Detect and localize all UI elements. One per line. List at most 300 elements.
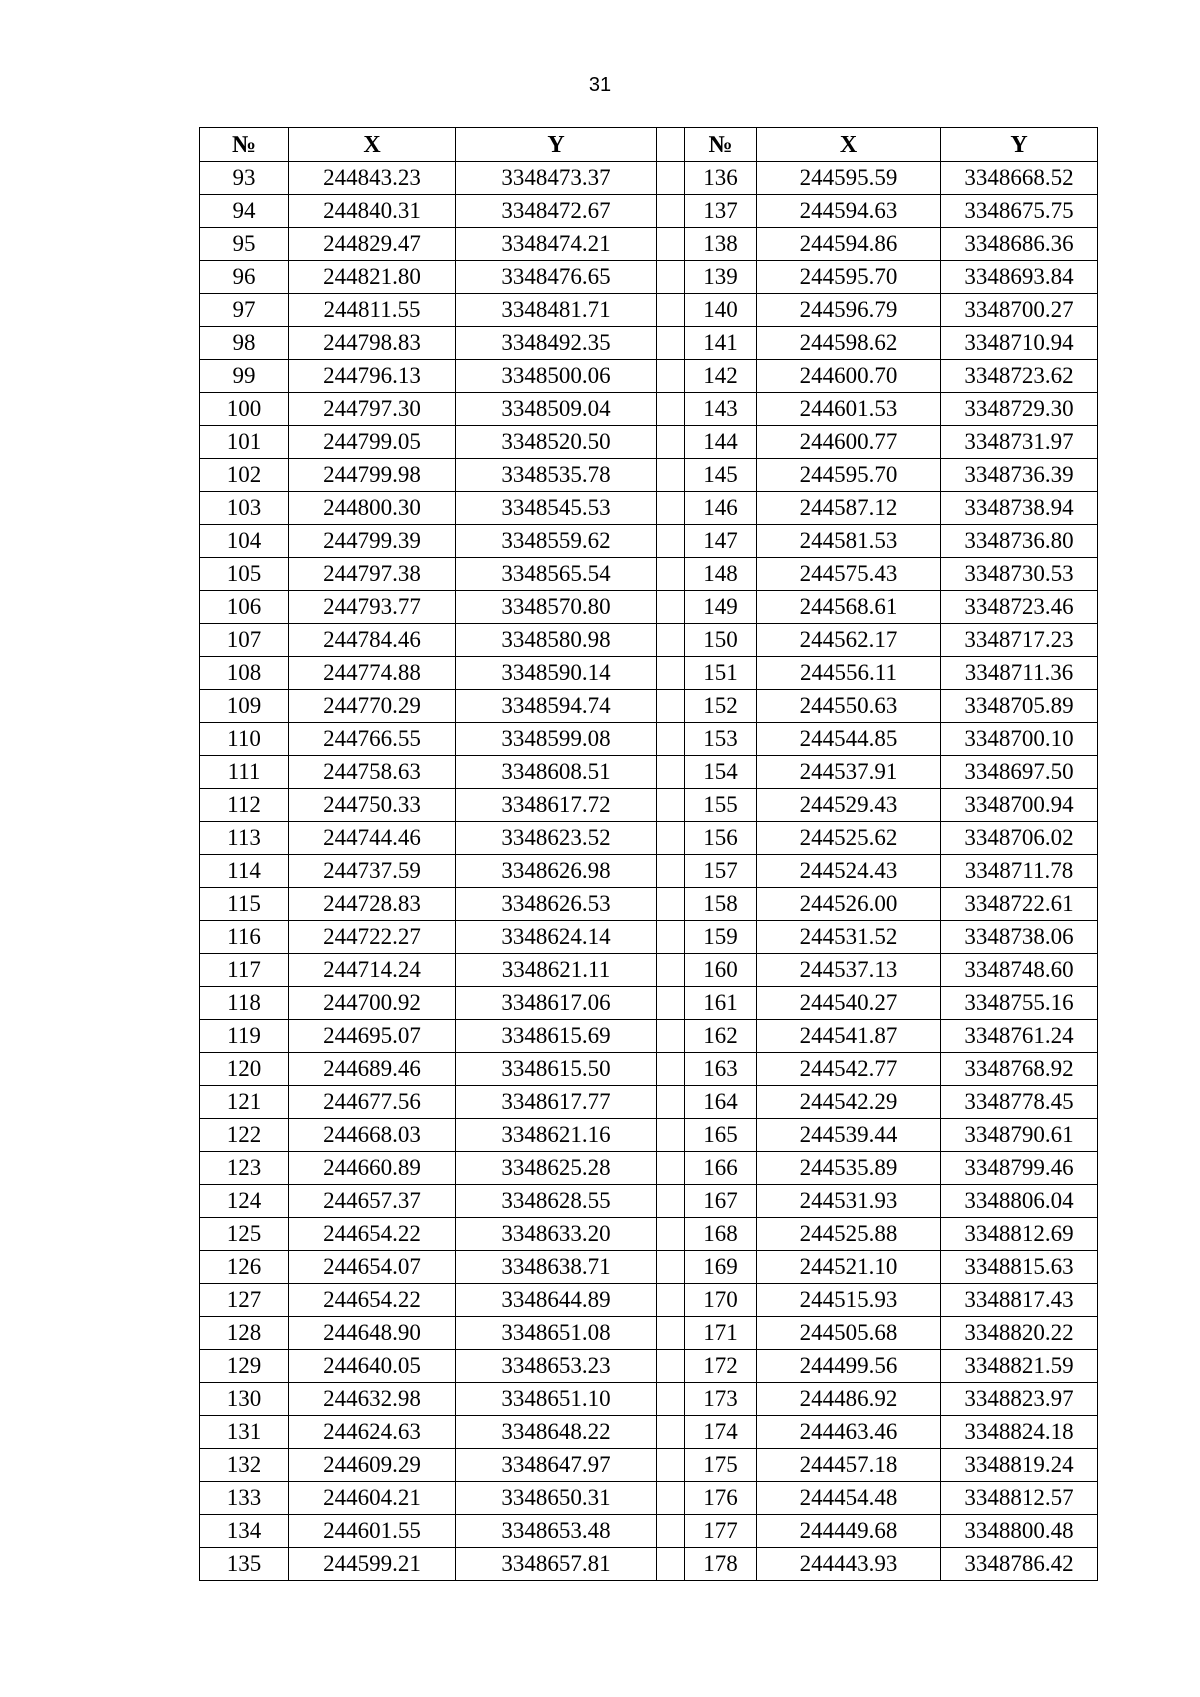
cell-number-right: 166 [685,1152,757,1185]
cell-y-right: 3348812.57 [941,1482,1098,1515]
cell-gap [657,657,685,690]
coordinates-table [199,127,1098,1581]
cell-number-right: 138 [685,228,757,261]
cell-x-left: 244654.07 [289,1251,456,1284]
cell-y-left: 3348633.20 [456,1218,657,1251]
cell-x-right: 244443.93 [757,1548,941,1581]
cell-x-right: 244486.92 [757,1383,941,1416]
cell-number-left: 130 [200,1383,289,1416]
cell-x-left: 244714.24 [289,954,456,987]
table-row [200,195,1098,228]
cell-y-right: 3348806.04 [941,1185,1098,1218]
cell-y-left: 3348570.80 [456,591,657,624]
cell-x-right: 244542.77 [757,1053,941,1086]
cell-x-left: 244784.46 [289,624,456,657]
table-row [200,723,1098,756]
cell-y-right: 3348761.24 [941,1020,1098,1053]
cell-number-right: 156 [685,822,757,855]
cell-gap [657,195,685,228]
cell-x-right: 244562.17 [757,624,941,657]
table-row [200,492,1098,525]
cell-number-left: 111 [200,756,289,789]
cell-number-left: 115 [200,888,289,921]
table-row [200,459,1098,492]
cell-x-left: 244798.83 [289,327,456,360]
cell-number-left: 104 [200,525,289,558]
cell-y-left: 3348644.89 [456,1284,657,1317]
cell-x-left: 244770.29 [289,690,456,723]
cell-number-right: 153 [685,723,757,756]
cell-gap [657,1251,685,1284]
cell-number-right: 140 [685,294,757,327]
cell-number-left: 125 [200,1218,289,1251]
cell-y-right: 3348675.75 [941,195,1098,228]
cell-number-right: 160 [685,954,757,987]
cell-x-left: 244840.31 [289,195,456,228]
cell-y-left: 3348580.98 [456,624,657,657]
table-row [200,1416,1098,1449]
cell-number-right: 165 [685,1119,757,1152]
cell-gap [657,261,685,294]
cell-gap [657,525,685,558]
table-row [200,855,1098,888]
cell-x-left: 244604.21 [289,1482,456,1515]
cell-gap [657,327,685,360]
cell-number-left: 118 [200,987,289,1020]
cell-gap [657,1218,685,1251]
cell-x-right: 244598.62 [757,327,941,360]
cell-number-right: 143 [685,393,757,426]
cell-number-right: 151 [685,657,757,690]
cell-x-left: 244660.89 [289,1152,456,1185]
cell-gap [657,1053,685,1086]
cell-x-right: 244521.10 [757,1251,941,1284]
cell-number-right: 169 [685,1251,757,1284]
table-row [200,921,1098,954]
cell-number-left: 108 [200,657,289,690]
cell-x-right: 244529.43 [757,789,941,822]
cell-gap [657,1515,685,1548]
cell-number-left: 94 [200,195,289,228]
cell-x-right: 244595.70 [757,261,941,294]
cell-x-right: 244525.62 [757,822,941,855]
table-body [200,162,1098,1581]
cell-gap [657,1383,685,1416]
table-row [200,756,1098,789]
cell-y-left: 3348492.35 [456,327,657,360]
cell-y-left: 3348590.14 [456,657,657,690]
cell-y-right: 3348821.59 [941,1350,1098,1383]
cell-y-right: 3348800.48 [941,1515,1098,1548]
cell-y-right: 3348790.61 [941,1119,1098,1152]
cell-x-left: 244811.55 [289,294,456,327]
cell-y-right: 3348820.22 [941,1317,1098,1350]
table-row [200,1350,1098,1383]
cell-y-right: 3348738.94 [941,492,1098,525]
cell-x-left: 244800.30 [289,492,456,525]
cell-number-right: 157 [685,855,757,888]
cell-x-left: 244774.88 [289,657,456,690]
cell-x-left: 244821.80 [289,261,456,294]
table-row [200,822,1098,855]
cell-y-left: 3348653.48 [456,1515,657,1548]
cell-x-right: 244524.43 [757,855,941,888]
cell-number-right: 170 [685,1284,757,1317]
table-row [200,954,1098,987]
table-header-row [200,128,1098,162]
cell-number-right: 163 [685,1053,757,1086]
table-row [200,261,1098,294]
cell-number-right: 136 [685,162,757,195]
table-row [200,987,1098,1020]
cell-x-right: 244544.85 [757,723,941,756]
cell-y-right: 3348697.50 [941,756,1098,789]
cell-number-right: 178 [685,1548,757,1581]
cell-x-right: 244515.93 [757,1284,941,1317]
cell-gap [657,591,685,624]
cell-gap [657,1284,685,1317]
cell-x-right: 244568.61 [757,591,941,624]
cell-x-left: 244722.27 [289,921,456,954]
cell-number-left: 131 [200,1416,289,1449]
cell-x-left: 244599.21 [289,1548,456,1581]
cell-number-left: 114 [200,855,289,888]
cell-x-left: 244609.29 [289,1449,456,1482]
cell-gap [657,723,685,756]
cell-number-left: 110 [200,723,289,756]
cell-number-right: 171 [685,1317,757,1350]
header-gap [657,128,685,162]
cell-x-right: 244587.12 [757,492,941,525]
cell-y-left: 3348657.81 [456,1548,657,1581]
cell-x-right: 244535.89 [757,1152,941,1185]
cell-number-left: 102 [200,459,289,492]
cell-y-left: 3348621.16 [456,1119,657,1152]
cell-gap [657,1416,685,1449]
cell-x-left: 244750.33 [289,789,456,822]
cell-x-right: 244525.88 [757,1218,941,1251]
cell-x-right: 244454.48 [757,1482,941,1515]
table-row [200,1218,1098,1251]
cell-gap [657,954,685,987]
cell-number-right: 161 [685,987,757,1020]
cell-y-right: 3348819.24 [941,1449,1098,1482]
cell-y-right: 3348722.61 [941,888,1098,921]
cell-number-left: 112 [200,789,289,822]
cell-number-right: 158 [685,888,757,921]
cell-x-right: 244596.79 [757,294,941,327]
cell-x-left: 244624.63 [289,1416,456,1449]
cell-number-right: 177 [685,1515,757,1548]
cell-gap [657,789,685,822]
cell-y-left: 3348473.37 [456,162,657,195]
cell-number-left: 124 [200,1185,289,1218]
cell-number-right: 154 [685,756,757,789]
header-number-left: № [200,128,289,162]
cell-x-right: 244581.53 [757,525,941,558]
cell-gap [657,228,685,261]
cell-y-right: 3348729.30 [941,393,1098,426]
cell-number-left: 129 [200,1350,289,1383]
cell-x-left: 244829.47 [289,228,456,261]
cell-gap [657,1317,685,1350]
cell-gap [657,294,685,327]
cell-gap [657,558,685,591]
table-row [200,228,1098,261]
cell-number-right: 146 [685,492,757,525]
cell-number-right: 139 [685,261,757,294]
cell-gap [657,888,685,921]
table-row [200,1449,1098,1482]
cell-number-right: 137 [685,195,757,228]
cell-y-left: 3348617.06 [456,987,657,1020]
cell-x-left: 244677.56 [289,1086,456,1119]
cell-y-left: 3348509.04 [456,393,657,426]
cell-number-right: 172 [685,1350,757,1383]
cell-x-right: 244449.68 [757,1515,941,1548]
table-row [200,657,1098,690]
cell-y-right: 3348738.06 [941,921,1098,954]
cell-number-right: 159 [685,921,757,954]
cell-number-left: 95 [200,228,289,261]
cell-x-left: 244797.30 [289,393,456,426]
cell-number-left: 113 [200,822,289,855]
cell-x-right: 244595.59 [757,162,941,195]
header-x-right: X [757,128,941,162]
cell-y-right: 3348817.43 [941,1284,1098,1317]
table-row [200,1482,1098,1515]
cell-number-left: 116 [200,921,289,954]
cell-number-right: 167 [685,1185,757,1218]
cell-y-left: 3348623.52 [456,822,657,855]
table-row [200,1152,1098,1185]
cell-number-left: 101 [200,426,289,459]
cell-y-right: 3348668.52 [941,162,1098,195]
cell-x-left: 244797.38 [289,558,456,591]
cell-number-right: 164 [685,1086,757,1119]
cell-number-left: 100 [200,393,289,426]
cell-y-left: 3348626.53 [456,888,657,921]
cell-y-right: 3348706.02 [941,822,1098,855]
cell-number-right: 155 [685,789,757,822]
cell-x-right: 244601.53 [757,393,941,426]
table-row [200,591,1098,624]
cell-number-left: 132 [200,1449,289,1482]
cell-y-left: 3348617.77 [456,1086,657,1119]
cell-x-right: 244505.68 [757,1317,941,1350]
cell-x-right: 244526.00 [757,888,941,921]
cell-y-right: 3348748.60 [941,954,1098,987]
cell-y-right: 3348755.16 [941,987,1098,1020]
cell-y-right: 3348710.94 [941,327,1098,360]
cell-y-left: 3348651.08 [456,1317,657,1350]
table-row [200,1548,1098,1581]
cell-y-left: 3348653.23 [456,1350,657,1383]
cell-x-right: 244463.46 [757,1416,941,1449]
cell-y-left: 3348651.10 [456,1383,657,1416]
cell-y-left: 3348535.78 [456,459,657,492]
cell-y-right: 3348723.46 [941,591,1098,624]
cell-number-right: 176 [685,1482,757,1515]
table-row [200,1086,1098,1119]
cell-number-right: 152 [685,690,757,723]
cell-gap [657,624,685,657]
header-y-right: Y [941,128,1098,162]
table-row [200,162,1098,195]
cell-number-left: 99 [200,360,289,393]
table-row [200,294,1098,327]
cell-x-left: 244758.63 [289,756,456,789]
cell-number-right: 168 [685,1218,757,1251]
cell-x-right: 244541.87 [757,1020,941,1053]
table-row [200,789,1098,822]
cell-number-left: 128 [200,1317,289,1350]
cell-x-right: 244531.52 [757,921,941,954]
page-number: 31 [588,74,612,96]
cell-x-left: 244695.07 [289,1020,456,1053]
cell-y-right: 3348693.84 [941,261,1098,294]
cell-gap [657,690,685,723]
cell-number-right: 147 [685,525,757,558]
cell-y-left: 3348545.53 [456,492,657,525]
cell-y-left: 3348615.50 [456,1053,657,1086]
cell-number-left: 117 [200,954,289,987]
cell-gap [657,855,685,888]
cell-x-right: 244531.93 [757,1185,941,1218]
cell-number-right: 173 [685,1383,757,1416]
cell-x-right: 244594.63 [757,195,941,228]
cell-y-left: 3348624.14 [456,921,657,954]
cell-y-right: 3348823.97 [941,1383,1098,1416]
cell-number-left: 135 [200,1548,289,1581]
cell-y-left: 3348559.62 [456,525,657,558]
cell-x-left: 244700.92 [289,987,456,1020]
cell-y-left: 3348481.71 [456,294,657,327]
cell-y-left: 3348500.06 [456,360,657,393]
cell-gap [657,822,685,855]
cell-y-left: 3348650.31 [456,1482,657,1515]
cell-x-left: 244632.98 [289,1383,456,1416]
cell-gap [657,921,685,954]
cell-y-right: 3348799.46 [941,1152,1098,1185]
cell-y-right: 3348786.42 [941,1548,1098,1581]
cell-gap [657,1119,685,1152]
cell-number-left: 133 [200,1482,289,1515]
cell-number-left: 93 [200,162,289,195]
cell-number-left: 121 [200,1086,289,1119]
table-row [200,525,1098,558]
cell-number-left: 109 [200,690,289,723]
table-row [200,1317,1098,1350]
cell-x-left: 244744.46 [289,822,456,855]
cell-gap [657,1152,685,1185]
cell-y-right: 3348711.36 [941,657,1098,690]
cell-gap [657,756,685,789]
cell-y-right: 3348778.45 [941,1086,1098,1119]
cell-number-left: 98 [200,327,289,360]
cell-number-right: 175 [685,1449,757,1482]
cell-x-left: 244648.90 [289,1317,456,1350]
cell-y-left: 3348594.74 [456,690,657,723]
cell-x-left: 244668.03 [289,1119,456,1152]
cell-y-right: 3348686.36 [941,228,1098,261]
cell-number-left: 105 [200,558,289,591]
cell-x-right: 244540.27 [757,987,941,1020]
table-row [200,360,1098,393]
table-row [200,1284,1098,1317]
cell-gap [657,1020,685,1053]
cell-y-right: 3348815.63 [941,1251,1098,1284]
cell-y-left: 3348625.28 [456,1152,657,1185]
table-row [200,1383,1098,1416]
cell-x-right: 244600.77 [757,426,941,459]
cell-gap [657,360,685,393]
cell-x-right: 244542.29 [757,1086,941,1119]
cell-y-left: 3348638.71 [456,1251,657,1284]
header-number-right: № [685,128,757,162]
cell-y-right: 3348717.23 [941,624,1098,657]
cell-number-left: 119 [200,1020,289,1053]
cell-x-right: 244600.70 [757,360,941,393]
cell-number-left: 123 [200,1152,289,1185]
cell-x-left: 244728.83 [289,888,456,921]
cell-y-left: 3348621.11 [456,954,657,987]
cell-y-left: 3348476.65 [456,261,657,294]
table-row [200,327,1098,360]
cell-number-right: 174 [685,1416,757,1449]
cell-y-right: 3348824.18 [941,1416,1098,1449]
cell-number-left: 120 [200,1053,289,1086]
cell-y-left: 3348615.69 [456,1020,657,1053]
cell-x-right: 244539.44 [757,1119,941,1152]
table-row [200,1119,1098,1152]
table-row [200,624,1098,657]
cell-x-right: 244550.63 [757,690,941,723]
cell-gap [657,492,685,525]
cell-y-right: 3348812.69 [941,1218,1098,1251]
cell-number-right: 141 [685,327,757,360]
cell-y-right: 3348700.94 [941,789,1098,822]
cell-number-right: 150 [685,624,757,657]
table-row [200,1053,1098,1086]
cell-y-left: 3348472.67 [456,195,657,228]
cell-y-left: 3348648.22 [456,1416,657,1449]
cell-number-right: 144 [685,426,757,459]
cell-y-right: 3348731.97 [941,426,1098,459]
cell-number-left: 97 [200,294,289,327]
cell-x-right: 244595.70 [757,459,941,492]
table-row [200,888,1098,921]
cell-gap [657,1449,685,1482]
cell-x-left: 244601.55 [289,1515,456,1548]
cell-y-left: 3348628.55 [456,1185,657,1218]
cell-y-right: 3348711.78 [941,855,1098,888]
cell-number-right: 149 [685,591,757,624]
cell-number-right: 162 [685,1020,757,1053]
cell-y-right: 3348705.89 [941,690,1098,723]
cell-number-left: 103 [200,492,289,525]
cell-number-left: 96 [200,261,289,294]
cell-number-right: 145 [685,459,757,492]
cell-y-left: 3348599.08 [456,723,657,756]
cell-y-left: 3348474.21 [456,228,657,261]
cell-number-right: 148 [685,558,757,591]
table-row [200,558,1098,591]
cell-x-left: 244793.77 [289,591,456,624]
cell-gap [657,162,685,195]
cell-number-left: 122 [200,1119,289,1152]
cell-y-right: 3348736.39 [941,459,1098,492]
